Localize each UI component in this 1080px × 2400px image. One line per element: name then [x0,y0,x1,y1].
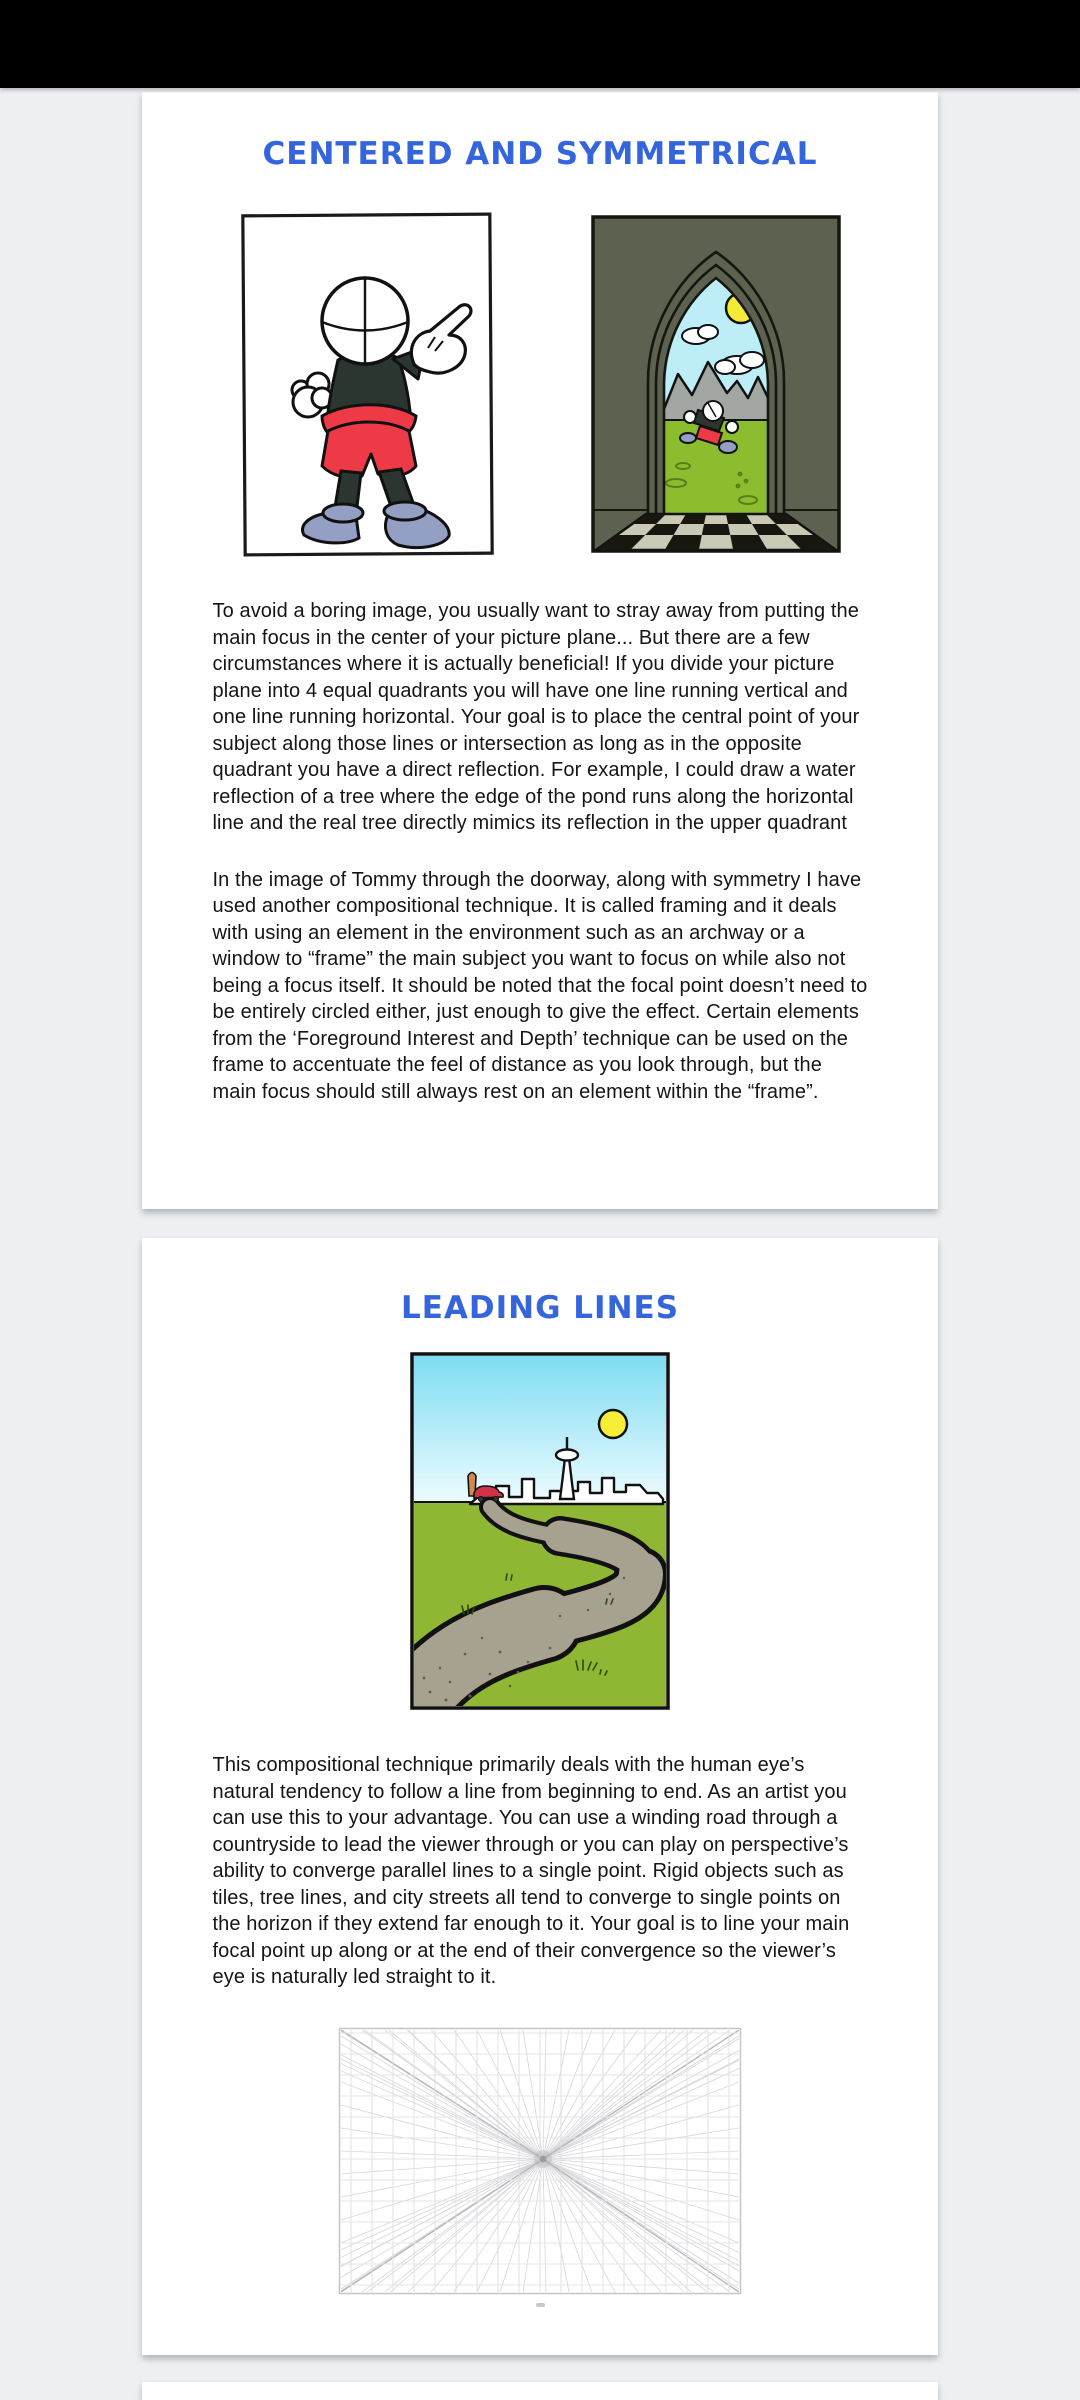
tommy-character-illustration [238,208,498,560]
page-title: CENTERED AND SYMMETRICAL [262,136,818,172]
page-card-next-peek [142,2382,938,2400]
page-title: LEADING LINES [400,1290,680,1326]
doorway-framing-illustration [590,214,842,554]
document-scroll-area[interactable] [0,92,1080,2400]
figure-row [142,208,938,560]
paragraph: In the image of Tommy through the doorway, along with symmetry I have used another compositional technique. It is called framing and it deals with using an element in the environment such as an archway or a window to “frame” the main subject you want to focus on while also not being a focus itself. It should be noted that the focal point doesn’t need to be entirely circled either, just enough to give the effect. Certain elements from the ‘Foreground Interest and Depth’ technique can be used on the frame to accentuate the feel of distance as you look through, but the main focus should still always rest on an element within the “frame”. [212,868,868,1103]
status-bar [0,0,1080,88]
body-text [213,1752,868,1991]
paragraph: To avoid a boring image, you usually want to stray away from putting the main focus in the center of your picture plane... But there are a few circumstances where it is actually beneficial! If you divide your picture plane into 4 equal quadrants you will have one line running vertical and one line running horizontal. Your goal is to place the central point of your subject along those lines or intersection as long as in the opposite quadrant you have a direct reflection. For example, I could draw a water reflection of a tree where the edge of the pond runs along the horizontal line and the real tree directly mimics its reflection in the upper quadrant [212,600,860,834]
sun-icon [599,1410,627,1438]
page-card-centered-symmetrical [142,92,938,1209]
paragraph: This compositional technique primarily deals with the human eye’s natural tendency to follow a line from beginning to end. As an artist you can use this to your advantage. You can use a winding road through a countryside to lead the viewer through or you can play on perspective’s ability to converge parallel lines to a single point. Rigid objects such as tiles, tree lines, and city streets all tend to converge to single points on the horizon if they extend far enough to it. Your goal is to line your main focal point up along or at the end of their convergence so the viewer’s eye is naturally led straight to it. [212,1754,850,1988]
page-artifact-mark [536,2303,545,2307]
body-text [213,598,868,1105]
page-card-leading-lines [142,1238,938,2355]
perspective-grid-illustration [338,2027,742,2295]
winding-road-illustration [410,1352,670,1710]
